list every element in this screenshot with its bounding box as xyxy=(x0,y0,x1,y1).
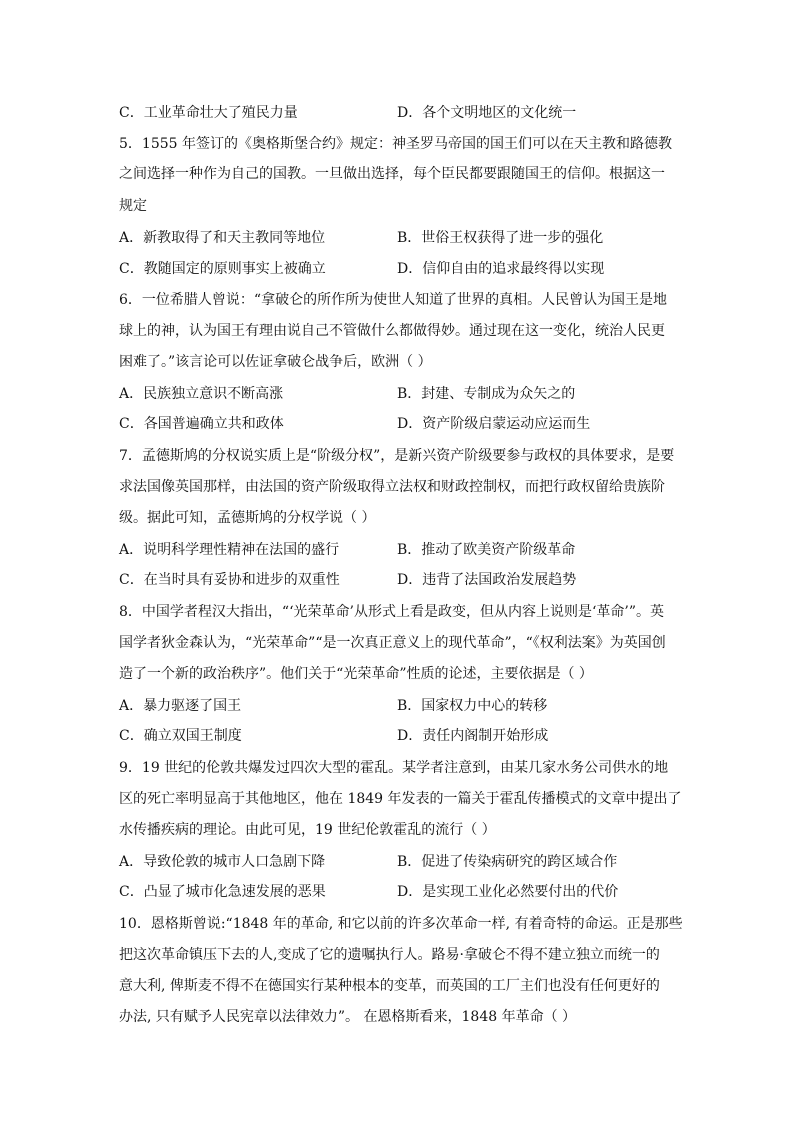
q8-option-c[interactable]: C．确立双国王制度 xyxy=(119,728,242,744)
q10-stem-line-4: 办法, 只有赋予人民宪章以法律效力”。 在恩格斯看来，1848 年革命（ ） xyxy=(119,1009,577,1025)
q7-option-b[interactable]: B．推动了欧美资产阶级革命 xyxy=(397,542,576,558)
q9-stem-line-2: 区的死亡率明显高于其他地区，他在 1849 年发表的一篇关于霍乱传播模式的文章中提出了 xyxy=(119,791,682,807)
q5-stem-line-3: 规定 xyxy=(119,198,147,214)
q10-stem-line-2: 把这次革命镇压下去的人,变成了它的遗嘱执行人。路易·拿破仑不得不建立独立而统一的 xyxy=(119,947,660,963)
q6-stem-line-1: 6．一位希腊人曾说：“拿破仑的所作所为使世人知道了世界的真相。人民曾认为国王是地 xyxy=(119,292,668,308)
q8-option-d[interactable]: D．责任内阁制开始形成 xyxy=(397,728,549,744)
q5-stem-line-1: 5．1555 年签订的《奥格斯堡合约》规定：神圣罗马帝国的国王们可以在天主教和路德教 xyxy=(119,136,672,152)
q5-options-row-1 xyxy=(119,228,679,248)
q9-options-row-1 xyxy=(119,852,679,872)
q8-stem-line-3: 造了一个新的政治秩序”。他们关于“光荣革命”性质的论述，主要依据是（ ） xyxy=(119,666,593,682)
q8-options-row-2 xyxy=(119,726,679,746)
q5-option-d[interactable]: D．信仰自由的追求最终得以实现 xyxy=(397,261,605,277)
q8-stem-line-1: 8．中国学者程汉大指出，“‘光荣革命’从形式上看是政变，但从内容上说则是‘革命’”。英 xyxy=(119,604,665,620)
q7-options-row-1 xyxy=(119,540,679,560)
q7-options-row-2 xyxy=(119,570,679,590)
q6-options-row-1 xyxy=(119,384,679,404)
q9-options-row-2 xyxy=(119,882,679,902)
q6-option-d[interactable]: D．资产阶级启蒙运动应运而生 xyxy=(397,416,591,432)
q9-option-a[interactable]: A．导致伦敦的城市人口急剧下降 xyxy=(119,854,326,870)
q4-options-row-2 xyxy=(119,103,679,123)
q6-option-b[interactable]: B．封建、专制成为众矢之的 xyxy=(397,386,576,402)
q7-stem-line-1: 7．孟德斯鸠的分权说实质上是“阶级分权”，是新兴资产阶级要参与政权的具体要求，是要 xyxy=(119,448,675,464)
q9-option-c[interactable]: C．凸显了城市化急速发展的恶果 xyxy=(119,884,326,900)
q9-option-d[interactable]: D．是实现工业化必然要付出的代价 xyxy=(397,884,619,900)
q9-stem-line-3: 水传播疾病的理论。由此可见，19 世纪伦敦霍乱的流行（ ） xyxy=(119,822,496,838)
q7-option-d[interactable]: D．违背了法国政治发展趋势 xyxy=(397,572,577,588)
q6-option-c[interactable]: C．各国普遍确立共和政体 xyxy=(119,416,284,432)
q8-options-row-1 xyxy=(119,696,679,716)
q6-stem-line-3: 困难了。”该言论可以佐证拿破仑战争后，欧洲（ ） xyxy=(119,354,432,370)
q8-option-a[interactable]: A．暴力驱逐了国王 xyxy=(119,698,242,714)
q9-stem-line-1: 9．19 世纪的伦敦共爆发过四次大型的霍乱。某学者注意到，由某几家水务公司供水的地 xyxy=(119,760,669,776)
q4-option-d[interactable]: D．各个文明地区的文化统一 xyxy=(397,105,577,121)
q10-stem-line-3: 意大利, 俾斯麦不得不在德国实行某种根本的变革，而英国的工厂主们也没有任何更好的 xyxy=(119,978,660,994)
q8-stem-line-2: 国学者狄金森认为，“光荣革命”“是一次真正意义上的现代革命”，“《权利法案》为英国创 xyxy=(119,635,666,651)
q6-option-a[interactable]: A．民族独立意识不断高涨 xyxy=(119,386,284,402)
q9-option-b[interactable]: B．促进了传染病研究的跨区域合作 xyxy=(397,854,618,870)
q10-stem-line-1: 10．恩格斯曾说:“1848 年的革命, 和它以前的许多次革命一样, 有着奇特的命运。正是那些 xyxy=(119,916,683,932)
q5-options-row-2 xyxy=(119,259,679,279)
q6-stem-line-2: 球上的神，认为国王有理由说自己不管做什么都做得妙。通过现在这一变化，统治人民更 xyxy=(119,323,665,339)
q5-option-a[interactable]: A．新教取得了和天主教同等地位 xyxy=(119,230,326,246)
q7-stem-line-3: 级。据此可知，孟德斯鸠的分权学说（ ） xyxy=(119,510,376,526)
q5-stem-line-2: 之间选择一种作为自己的国教。一旦做出选择，每个臣民都要跟随国王的信仰。根据这一 xyxy=(119,166,665,182)
q7-option-c[interactable]: C．在当时具有妥协和进步的双重性 xyxy=(119,572,340,588)
q6-options-row-2 xyxy=(119,414,679,434)
q8-option-b[interactable]: B．国家权力中心的转移 xyxy=(397,698,548,714)
q5-option-c[interactable]: C．教随国定的原则事实上被确立 xyxy=(119,261,326,277)
q5-option-b[interactable]: B．世俗王权获得了进一步的强化 xyxy=(397,230,604,246)
q7-option-a[interactable]: A．说明科学理性精神在法国的盛行 xyxy=(119,542,340,558)
q7-stem-line-2: 求法国像英国那样，由法国的资产阶级取得立法权和财政控制权，而把行政权留给贵族阶 xyxy=(119,479,665,495)
q4-option-c[interactable]: C．工业革命壮大了殖民力量 xyxy=(119,105,298,121)
